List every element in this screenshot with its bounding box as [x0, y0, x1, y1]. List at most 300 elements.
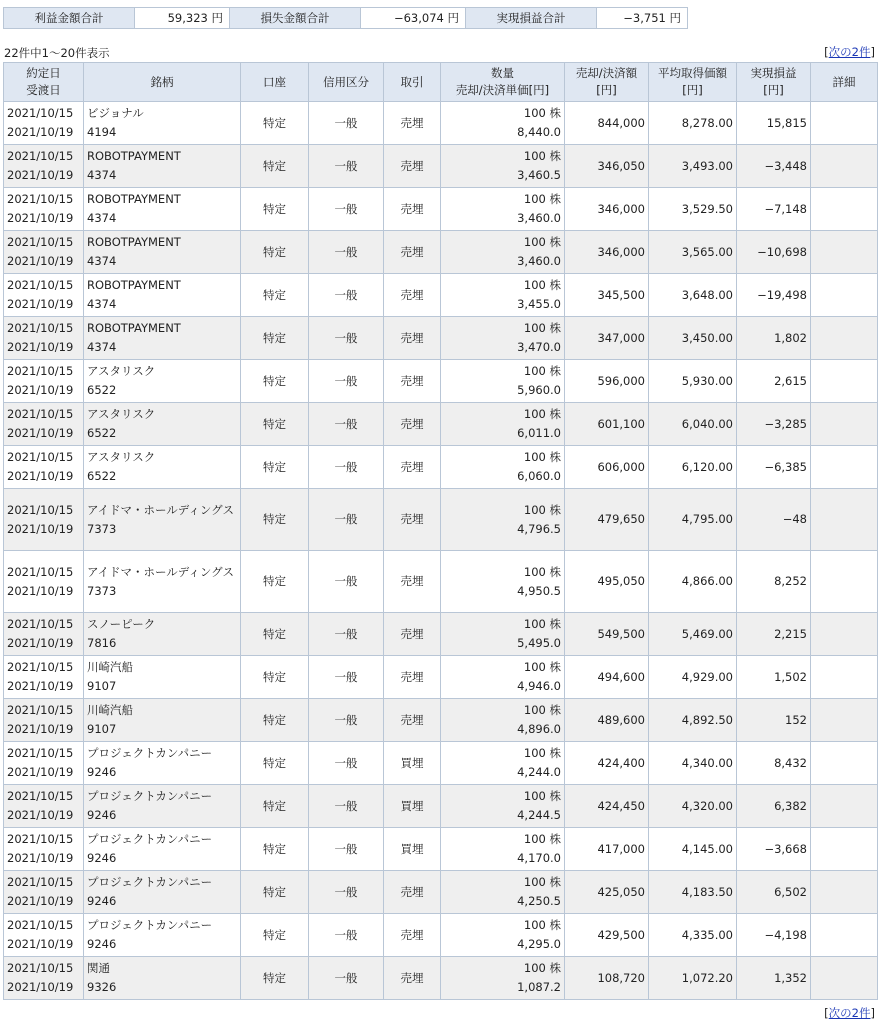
- table-row: [4, 403, 878, 446]
- bracket-close: ]: [870, 1006, 875, 1020]
- quantity: 100 株: [523, 407, 561, 421]
- unit-price: 8,440.0: [517, 125, 561, 139]
- pnl-summary-bar: [3, 7, 688, 29]
- account-type: 特定: [241, 613, 309, 656]
- settle-date: 2021/10/19: [7, 426, 74, 440]
- account-type: 特定: [241, 403, 309, 446]
- credit-type: 一般: [309, 231, 384, 274]
- table-row: [4, 360, 878, 403]
- unit-price: 4,244.0: [517, 765, 561, 779]
- quantity: 100 株: [523, 450, 561, 464]
- trade-type: 売埋: [384, 551, 441, 613]
- qty-cell: [441, 188, 565, 231]
- stock-code: 6522: [87, 383, 117, 397]
- trade-date: 2021/10/15: [7, 832, 74, 846]
- stock-name: アスタリスク: [87, 450, 156, 464]
- average-cost: 5,469.00: [649, 613, 737, 656]
- stock-name: スノーピーク: [87, 617, 156, 631]
- qty-cell: [441, 360, 565, 403]
- stock-code: 4374: [87, 254, 117, 268]
- trade-date: 2021/10/15: [7, 106, 74, 120]
- trade-dates: [4, 231, 84, 274]
- realized-pnl: −6,385: [737, 446, 811, 489]
- qty-cell: [441, 317, 565, 360]
- stock-code: 9246: [87, 894, 117, 908]
- realized-pnl: 8,252: [737, 551, 811, 613]
- trade-dates: [4, 699, 84, 742]
- average-cost: 4,145.00: [649, 828, 737, 871]
- stock-cell: [84, 914, 241, 957]
- detail-cell: [811, 914, 878, 957]
- stock-name: 関通: [87, 961, 110, 975]
- unit-price: 4,950.5: [517, 583, 561, 598]
- unit-price: 3,470.0: [517, 340, 561, 354]
- col-trade: 取引: [384, 63, 441, 102]
- trade-date: 2021/10/15: [7, 149, 74, 163]
- result-count: 22件中1～20件表示: [4, 46, 110, 60]
- stock-code: 9246: [87, 851, 117, 865]
- stock-name: ROBOTPAYMENT: [87, 149, 181, 163]
- trade-dates: [4, 551, 84, 613]
- account-type: 特定: [241, 274, 309, 317]
- credit-type: 一般: [309, 699, 384, 742]
- unit-price: 3,455.0: [517, 297, 561, 311]
- credit-type: 一般: [309, 317, 384, 360]
- stock-code: 9326: [87, 980, 117, 994]
- stock-code: 6522: [87, 469, 117, 483]
- average-cost: 3,648.00: [649, 274, 737, 317]
- settle-date: 2021/10/19: [7, 211, 74, 225]
- stock-cell: [84, 613, 241, 656]
- realized-pnl: 1,502: [737, 656, 811, 699]
- stock-code: 9246: [87, 937, 117, 951]
- average-cost: 3,450.00: [649, 317, 737, 360]
- stock-code: 4374: [87, 211, 117, 225]
- account-type: 特定: [241, 699, 309, 742]
- qty-cell: [441, 742, 565, 785]
- unit-price: 6,060.0: [517, 469, 561, 483]
- account-type: 特定: [241, 231, 309, 274]
- quantity: 100 株: [523, 278, 561, 292]
- trade-dates: [4, 145, 84, 188]
- stock-cell: [84, 446, 241, 489]
- col-name: 銘柄: [84, 63, 241, 102]
- trade-type: 売埋: [384, 102, 441, 145]
- detail-cell: [811, 957, 878, 1000]
- trade-date: 2021/10/15: [7, 918, 74, 932]
- qty-cell: [441, 274, 565, 317]
- credit-type: 一般: [309, 551, 384, 613]
- loss-total-value: −63,074 円: [361, 8, 466, 29]
- account-type: 特定: [241, 145, 309, 188]
- unit-price: 3,460.0: [517, 254, 561, 268]
- quantity: 100 株: [523, 875, 561, 889]
- quantity: 100 株: [523, 918, 561, 932]
- stock-cell: [84, 489, 241, 551]
- stock-code: 4194: [87, 125, 117, 139]
- realized-pnl: −4,198: [737, 914, 811, 957]
- realized-pnl: 15,815: [737, 102, 811, 145]
- trade-type: 売埋: [384, 656, 441, 699]
- average-cost: 4,929.00: [649, 656, 737, 699]
- settlement-amount: 108,720: [565, 957, 649, 1000]
- average-cost: 5,930.00: [649, 360, 737, 403]
- unit-price: 4,796.5: [517, 521, 561, 536]
- settlement-amount: 429,500: [565, 914, 649, 957]
- stock-code: 9246: [87, 765, 117, 779]
- trade-date: 2021/10/15: [7, 192, 74, 206]
- net-total-label: 実現損益合計: [466, 8, 597, 29]
- detail-cell: [811, 489, 878, 551]
- average-cost: 6,040.00: [649, 403, 737, 446]
- bracket-close: ]: [870, 45, 875, 59]
- table-row: [4, 871, 878, 914]
- quantity: 100 株: [523, 502, 561, 517]
- stock-code: 7816: [87, 636, 117, 650]
- credit-type: 一般: [309, 145, 384, 188]
- trade-date: 2021/10/15: [7, 746, 74, 760]
- account-type: 特定: [241, 317, 309, 360]
- average-cost: 4,320.00: [649, 785, 737, 828]
- account-type: 特定: [241, 188, 309, 231]
- stock-name: ROBOTPAYMENT: [87, 192, 181, 206]
- unit-price: 1,087.2: [517, 980, 561, 994]
- stock-cell: [84, 188, 241, 231]
- credit-type: 一般: [309, 742, 384, 785]
- settle-date: 2021/10/19: [7, 894, 74, 908]
- stock-name: アイドマ・ホールディングス: [87, 502, 234, 517]
- detail-cell: [811, 102, 878, 145]
- stock-name: アイドマ・ホールディングス: [87, 564, 234, 579]
- trade-type: 売埋: [384, 360, 441, 403]
- settlement-amount: 425,050: [565, 871, 649, 914]
- credit-type: 一般: [309, 914, 384, 957]
- stock-cell: [84, 102, 241, 145]
- stock-code: 9107: [87, 722, 117, 736]
- settlement-amount: 489,600: [565, 699, 649, 742]
- bracket-open: [: [824, 45, 829, 59]
- unit-price: 3,460.5: [517, 168, 561, 182]
- realized-pnl: −7,148: [737, 188, 811, 231]
- qty-cell: [441, 446, 565, 489]
- trade-dates: [4, 613, 84, 656]
- stock-name: プロジェクトカンパニー: [87, 875, 213, 889]
- quantity: 100 株: [523, 660, 561, 674]
- quantity: 100 株: [523, 106, 561, 120]
- stock-cell: [84, 317, 241, 360]
- trade-date: 2021/10/15: [7, 660, 74, 674]
- credit-type: 一般: [309, 446, 384, 489]
- trade-dates: [4, 957, 84, 1000]
- settle-date: 2021/10/19: [7, 851, 74, 865]
- detail-cell: [811, 742, 878, 785]
- settlement-amount: 417,000: [565, 828, 649, 871]
- trade-date: 2021/10/15: [7, 703, 74, 717]
- realized-pnl: 8,432: [737, 742, 811, 785]
- trade-dates: [4, 489, 84, 551]
- trade-type: 買埋: [384, 742, 441, 785]
- detail-cell: [811, 403, 878, 446]
- account-type: 特定: [241, 551, 309, 613]
- settle-date: 2021/10/19: [7, 469, 74, 483]
- stock-name: ROBOTPAYMENT: [87, 321, 181, 335]
- settle-date: 2021/10/19: [7, 254, 74, 268]
- detail-cell: [811, 613, 878, 656]
- table-row: [4, 317, 878, 360]
- unit-price: 4,946.0: [517, 679, 561, 693]
- detail-cell: [811, 785, 878, 828]
- stock-code: 6522: [87, 426, 117, 440]
- qty-cell: [441, 914, 565, 957]
- qty-cell: [441, 102, 565, 145]
- table-row: [4, 785, 878, 828]
- table-row: [4, 914, 878, 957]
- realized-pnl: −3,285: [737, 403, 811, 446]
- qty-cell: [441, 613, 565, 656]
- trade-date: 2021/10/15: [7, 450, 74, 464]
- col-credit: 信用区分: [309, 63, 384, 102]
- trade-dates: [4, 360, 84, 403]
- trade-type: 売埋: [384, 188, 441, 231]
- unit-price: 5,960.0: [517, 383, 561, 397]
- average-cost: 4,183.50: [649, 871, 737, 914]
- qty-cell: [441, 489, 565, 551]
- trade-type: 買埋: [384, 785, 441, 828]
- settlement-amount: 494,600: [565, 656, 649, 699]
- col-avg: 平均取得価額 [円]: [649, 63, 737, 102]
- col-amount: 売却/決済額 [円]: [565, 63, 649, 102]
- stock-name: プロジェクトカンパニー: [87, 918, 213, 932]
- settle-date: 2021/10/19: [7, 340, 74, 354]
- realized-pnl: 1,352: [737, 957, 811, 1000]
- realized-pnl: 2,615: [737, 360, 811, 403]
- unit-price: 5,495.0: [517, 636, 561, 650]
- table-row: [4, 613, 878, 656]
- quantity: 100 株: [523, 564, 561, 579]
- settlement-amount: 844,000: [565, 102, 649, 145]
- account-type: 特定: [241, 446, 309, 489]
- settle-date: 2021/10/19: [7, 679, 74, 693]
- detail-cell: [811, 871, 878, 914]
- settlement-amount: 606,000: [565, 446, 649, 489]
- next-page-link-top[interactable]: 次の2件: [828, 45, 871, 59]
- realized-pnl: 1,802: [737, 317, 811, 360]
- account-type: 特定: [241, 828, 309, 871]
- settle-date: 2021/10/19: [7, 125, 74, 139]
- trade-date: 2021/10/15: [7, 564, 74, 579]
- unit-price: 4,295.0: [517, 937, 561, 951]
- stock-name: プロジェクトカンパニー: [87, 832, 213, 846]
- trade-dates: [4, 274, 84, 317]
- stock-code: 7373: [87, 583, 117, 598]
- trade-date: 2021/10/15: [7, 789, 74, 803]
- average-cost: 3,529.50: [649, 188, 737, 231]
- trade-type: 売埋: [384, 699, 441, 742]
- profit-total-label: 利益金額合計: [4, 8, 135, 29]
- next-page-link-bottom[interactable]: 次の2件: [828, 1006, 871, 1020]
- realized-pnl: −3,668: [737, 828, 811, 871]
- stock-name: ROBOTPAYMENT: [87, 278, 181, 292]
- stock-name: 川崎汽船: [87, 660, 133, 674]
- detail-cell: [811, 828, 878, 871]
- average-cost: 4,340.00: [649, 742, 737, 785]
- detail-cell: [811, 551, 878, 613]
- stock-cell: [84, 656, 241, 699]
- average-cost: 3,565.00: [649, 231, 737, 274]
- credit-type: 一般: [309, 656, 384, 699]
- col-qty: 数量 売却/決済単価[円]: [441, 63, 565, 102]
- unit-price: 3,460.0: [517, 211, 561, 225]
- qty-cell: [441, 785, 565, 828]
- account-type: 特定: [241, 360, 309, 403]
- quantity: 100 株: [523, 961, 561, 975]
- trade-date: 2021/10/15: [7, 235, 74, 249]
- average-cost: 1,072.20: [649, 957, 737, 1000]
- detail-cell: [811, 317, 878, 360]
- table-row: [4, 828, 878, 871]
- detail-cell: [811, 699, 878, 742]
- settle-date: 2021/10/19: [7, 765, 74, 779]
- unit-price: 6,011.0: [517, 426, 561, 440]
- average-cost: 4,892.50: [649, 699, 737, 742]
- unit-price: 4,250.5: [517, 894, 561, 908]
- credit-type: 一般: [309, 828, 384, 871]
- trade-date: 2021/10/15: [7, 321, 74, 335]
- account-type: 特定: [241, 785, 309, 828]
- stock-cell: [84, 785, 241, 828]
- settle-date: 2021/10/19: [7, 980, 74, 994]
- table-row: [4, 274, 878, 317]
- stock-name: プロジェクトカンパニー: [87, 789, 213, 803]
- settlement-amount: 549,500: [565, 613, 649, 656]
- settle-date: 2021/10/19: [7, 722, 74, 736]
- stock-code: 4374: [87, 340, 117, 354]
- stock-cell: [84, 957, 241, 1000]
- trade-date: 2021/10/15: [7, 502, 74, 517]
- quantity: 100 株: [523, 149, 561, 163]
- trade-type: 売埋: [384, 317, 441, 360]
- table-row: [4, 188, 878, 231]
- stock-cell: [84, 699, 241, 742]
- average-cost: 3,493.00: [649, 145, 737, 188]
- trade-table: [3, 62, 878, 1000]
- unit-price: 4,896.0: [517, 722, 561, 736]
- qty-cell: [441, 403, 565, 446]
- stock-name: アスタリスク: [87, 364, 156, 378]
- average-cost: 6,120.00: [649, 446, 737, 489]
- settlement-amount: 346,000: [565, 231, 649, 274]
- unit-price: 4,244.5: [517, 808, 561, 822]
- account-type: 特定: [241, 871, 309, 914]
- settle-date: 2021/10/19: [7, 297, 74, 311]
- loss-total-label: 損失金額合計: [230, 8, 361, 29]
- qty-cell: [441, 231, 565, 274]
- credit-type: 一般: [309, 274, 384, 317]
- trade-dates: [4, 446, 84, 489]
- realized-pnl: 6,502: [737, 871, 811, 914]
- stock-cell: [84, 360, 241, 403]
- credit-type: 一般: [309, 188, 384, 231]
- settle-date: 2021/10/19: [7, 521, 74, 536]
- trade-date: 2021/10/15: [7, 278, 74, 292]
- stock-cell: [84, 871, 241, 914]
- detail-cell: [811, 231, 878, 274]
- qty-cell: [441, 145, 565, 188]
- trade-dates: [4, 188, 84, 231]
- credit-type: 一般: [309, 871, 384, 914]
- trade-type: 売埋: [384, 871, 441, 914]
- realized-pnl: 6,382: [737, 785, 811, 828]
- qty-cell: [441, 957, 565, 1000]
- credit-type: 一般: [309, 403, 384, 446]
- quantity: 100 株: [523, 617, 561, 631]
- trade-type: 売埋: [384, 231, 441, 274]
- table-row: [4, 699, 878, 742]
- settlement-amount: 346,000: [565, 188, 649, 231]
- realized-pnl: −3,448: [737, 145, 811, 188]
- realized-pnl: 2,215: [737, 613, 811, 656]
- table-row: [4, 742, 878, 785]
- settlement-amount: 596,000: [565, 360, 649, 403]
- detail-cell: [811, 360, 878, 403]
- trade-dates: [4, 785, 84, 828]
- settlement-amount: 424,400: [565, 742, 649, 785]
- detail-cell: [811, 188, 878, 231]
- quantity: 100 株: [523, 789, 561, 803]
- average-cost: 4,795.00: [649, 489, 737, 551]
- trade-type: 売埋: [384, 489, 441, 551]
- trade-rows: [4, 102, 878, 1000]
- col-detail: 詳細: [811, 63, 878, 102]
- trade-type: 買埋: [384, 828, 441, 871]
- qty-cell: [441, 699, 565, 742]
- account-type: 特定: [241, 102, 309, 145]
- detail-cell: [811, 145, 878, 188]
- quantity: 100 株: [523, 832, 561, 846]
- trade-type: 売埋: [384, 914, 441, 957]
- settle-date: 2021/10/19: [7, 937, 74, 951]
- trade-type: 売埋: [384, 446, 441, 489]
- realized-pnl: −10,698: [737, 231, 811, 274]
- settlement-amount: 345,500: [565, 274, 649, 317]
- table-row: [4, 231, 878, 274]
- col-account: 口座: [241, 63, 309, 102]
- trade-dates: [4, 403, 84, 446]
- trade-type: 売埋: [384, 957, 441, 1000]
- credit-type: 一般: [309, 613, 384, 656]
- average-cost: 4,866.00: [649, 551, 737, 613]
- trade-dates: [4, 914, 84, 957]
- table-row: [4, 957, 878, 1000]
- trade-date: 2021/10/15: [7, 364, 74, 378]
- stock-cell: [84, 274, 241, 317]
- quantity: 100 株: [523, 235, 561, 249]
- settle-date: 2021/10/19: [7, 168, 74, 182]
- credit-type: 一般: [309, 360, 384, 403]
- average-cost: 8,278.00: [649, 102, 737, 145]
- account-type: 特定: [241, 914, 309, 957]
- net-total-value: −3,751 円: [597, 8, 688, 29]
- table-row: [4, 656, 878, 699]
- qty-cell: [441, 656, 565, 699]
- trade-date: 2021/10/15: [7, 961, 74, 975]
- unit-price: 4,170.0: [517, 851, 561, 865]
- col-dates: 約定日 受渡日: [4, 63, 84, 102]
- stock-code: 7373: [87, 521, 117, 536]
- quantity: 100 株: [523, 746, 561, 760]
- qty-cell: [441, 551, 565, 613]
- quantity: 100 株: [523, 364, 561, 378]
